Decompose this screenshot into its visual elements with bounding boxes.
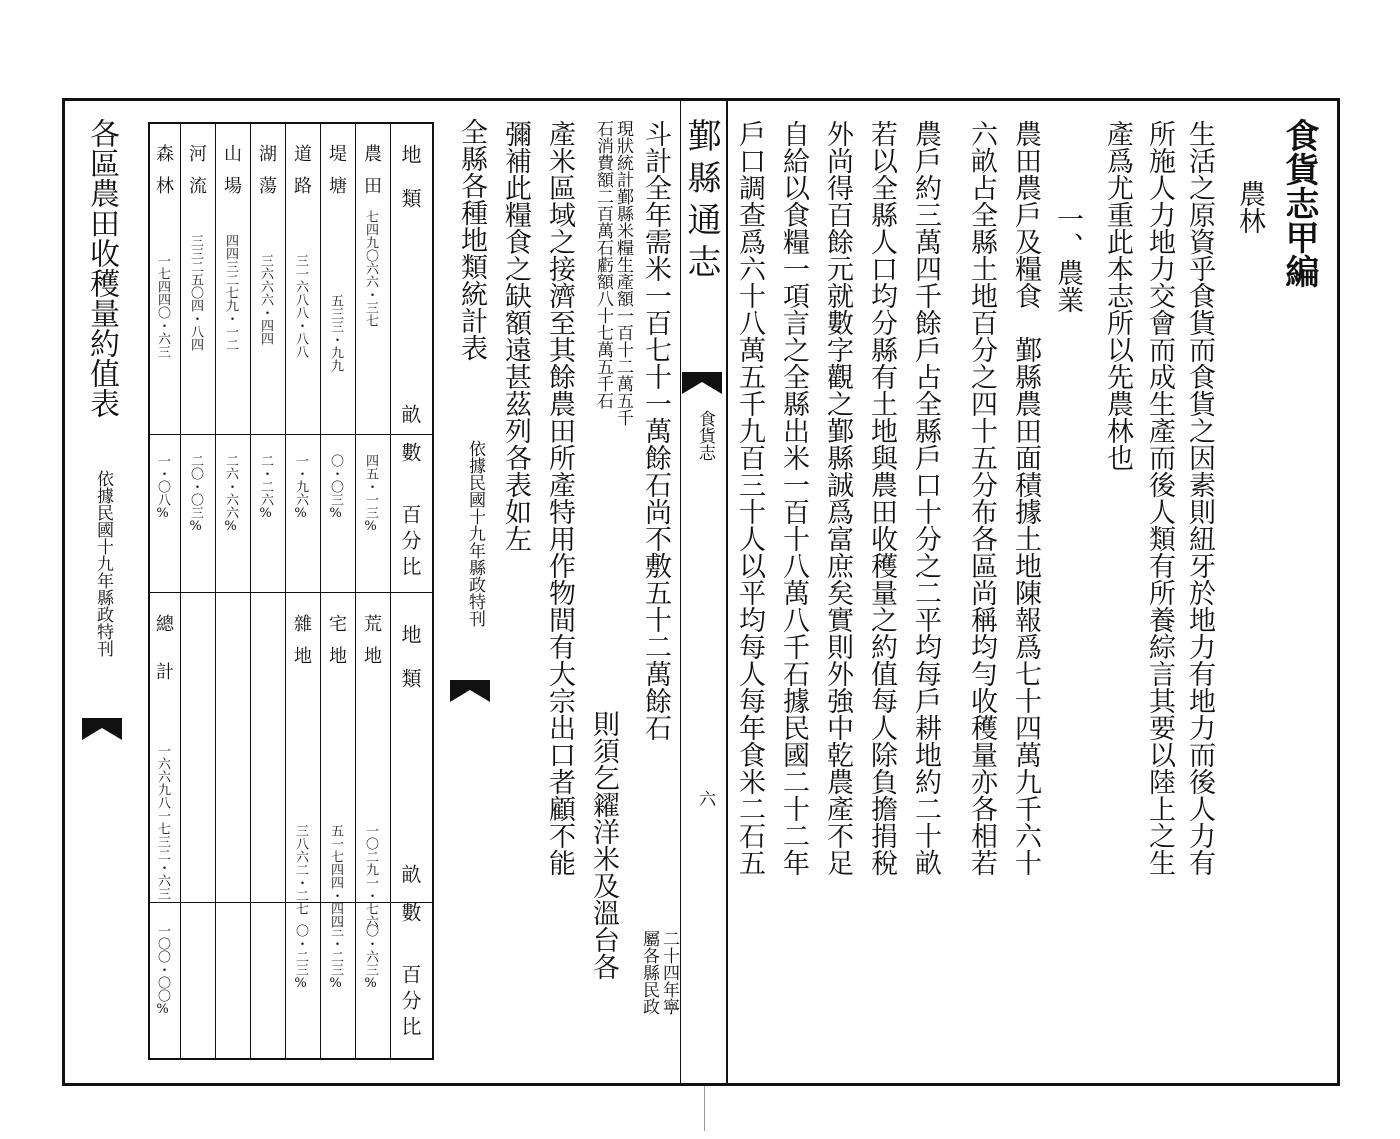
area-cell: 七四九〇六六・三七 — [363, 210, 378, 327]
paragraph2-line4: 若以全縣人口均分縣有土地與農田收穫量之約值每人除負擔捐稅 — [866, 120, 897, 876]
area-cell: 四四三二七九・一二 — [223, 234, 238, 351]
volume-label: 食貨志 — [695, 410, 715, 461]
header-percent-2: 百分比 — [398, 964, 422, 1042]
header-area: 畝數 — [398, 404, 422, 480]
percent-cell: 一・〇八% — [155, 454, 170, 521]
gutter-line-right — [726, 100, 728, 1085]
gutter-line-bottom — [704, 1086, 705, 1131]
land-type-cell: 雜地 — [291, 614, 312, 678]
land-type-cell: 宅地 — [326, 614, 347, 678]
section-title: 食貨志甲編 — [1279, 118, 1319, 288]
table1-source: 依據民國十九年縣政特刊 — [465, 440, 485, 627]
paragraph2-line6: 自給以食糧一項言之全縣出米一百十八萬八千石據民國二十二年 — [778, 120, 809, 876]
paragraph1-line1: 生活之原資乎食貨而食貨之因素則紐牙於地力有地力而後人力有 — [1184, 120, 1215, 876]
header-area-2: 畝數 — [398, 864, 422, 940]
land-type-cell: 河流 — [186, 144, 207, 208]
paragraph3-note1: 二十四年寧 — [659, 930, 679, 1015]
paragraph2-line5: 外尚得百餘元就數字觀之鄞縣誠爲富庶矣實則外強中乾農產不足 — [822, 120, 853, 876]
land-type-cell: 堤塘 — [326, 144, 347, 208]
percent-cell: 〇・二三% — [293, 924, 308, 991]
percent-cell: 二〇・〇三% — [188, 454, 203, 534]
paragraph3-line2c: 則須乞糴洋米及溫台各 — [588, 710, 619, 980]
area-cell: 五三三・九九 — [328, 294, 343, 372]
table2-title: 各區農田收穫量約值表 — [84, 118, 119, 418]
paragraph1-line3: 產爲尤重此本志所以先農林也 — [1102, 120, 1133, 471]
paragraph3-line3: 產米區域之接濟至其餘農田所產特用作物間有大宗出口者顧不能 — [544, 120, 575, 876]
paragraph1-line2: 所施人力地力交會而成生產而後人類有所養綜言其要以陸上之生 — [1144, 120, 1175, 876]
paragraph2-line3: 農戶約三萬四千餘戶占全縣戶口十分之二平均每戶耕地約二十畝 — [910, 120, 941, 876]
land-type-table — [148, 122, 434, 1060]
land-type-cell: 荒地 — [361, 614, 382, 678]
percent-cell: 二・二六% — [258, 454, 273, 521]
percent-cell: 二六・六六% — [223, 454, 238, 534]
book-title: 鄞縣通志 — [681, 118, 721, 286]
percent-cell: 四五・一三% — [363, 454, 378, 534]
paragraph3-line4: 彌補此糧食之缺額遠甚茲列各表如左 — [500, 120, 531, 552]
land-type-cell: 道路 — [291, 144, 312, 208]
page-number: 六 — [695, 790, 715, 807]
area-cell: 一七四四〇・六三 — [155, 254, 170, 358]
land-type-cell: 農田 — [361, 144, 382, 208]
fishtail-top — [682, 372, 722, 394]
area-cell: 三六六六・四四 — [258, 254, 273, 345]
header-percent: 百分比 — [398, 504, 422, 582]
header-land-type: 地類 — [398, 144, 422, 232]
fishtail-table1 — [450, 680, 490, 702]
percent-cell: 一・九六% — [293, 454, 308, 521]
paragraph3-line2a: 現狀統計鄞縣米糧生產額一百十二萬五千 — [613, 120, 633, 426]
area-cell: 一六六九八一七三二・六三 — [155, 744, 170, 900]
percent-cell: 一〇〇・〇〇% — [155, 924, 170, 1017]
area-cell: 三三二五〇四・八四 — [188, 234, 203, 351]
table1-title: 全縣各種地類統計表 — [456, 118, 487, 361]
paragraph3-line2b: 石消費額二百萬石虧額八十七萬五千石 — [593, 120, 613, 409]
table2-source: 依據民國十九年縣政特刊 — [93, 470, 113, 657]
paragraph3-line1: 斗計全年需米一百七十一萬餘石尚不敷五十二萬餘石 — [640, 120, 671, 741]
area-cell: 三一六八八・八八 — [293, 254, 308, 358]
land-type-cell: 總計 — [153, 614, 174, 710]
area-cell: 三八六二・二七 — [293, 824, 308, 915]
area-cell: 五一七四四・四四 — [328, 824, 343, 928]
land-type-cell: 湖蕩 — [256, 144, 277, 208]
header-land-type-2: 地類 — [398, 624, 422, 712]
paragraph3-note2: 屬各縣民政 — [639, 930, 659, 1015]
paragraph2-line1: 農田農戶及糧食 鄞縣農田面積據土地陳報爲七十四萬九千六十 — [1010, 120, 1041, 876]
percent-cell: 〇・〇三% — [328, 454, 343, 521]
percent-cell: 三・二三% — [328, 924, 343, 991]
fishtail-table2 — [82, 718, 122, 740]
heading-agriculture: 一、農業 — [1052, 205, 1083, 313]
area-cell: 一〇二九一・七六 — [363, 824, 378, 928]
land-type-cell: 山場 — [221, 144, 242, 208]
percent-cell: 〇・六三% — [363, 924, 378, 991]
land-type-cell: 森林 — [153, 144, 174, 208]
paragraph2-line7: 戶口調查爲六十八萬五千九百三十人以平均每人每年食米二石五 — [734, 120, 765, 876]
subsection-title: 農林 — [1234, 180, 1265, 234]
paragraph2-line2: 六畝占全縣土地百分之四十五分布各區尚稱均勻收穫量亦各相若 — [966, 120, 997, 876]
